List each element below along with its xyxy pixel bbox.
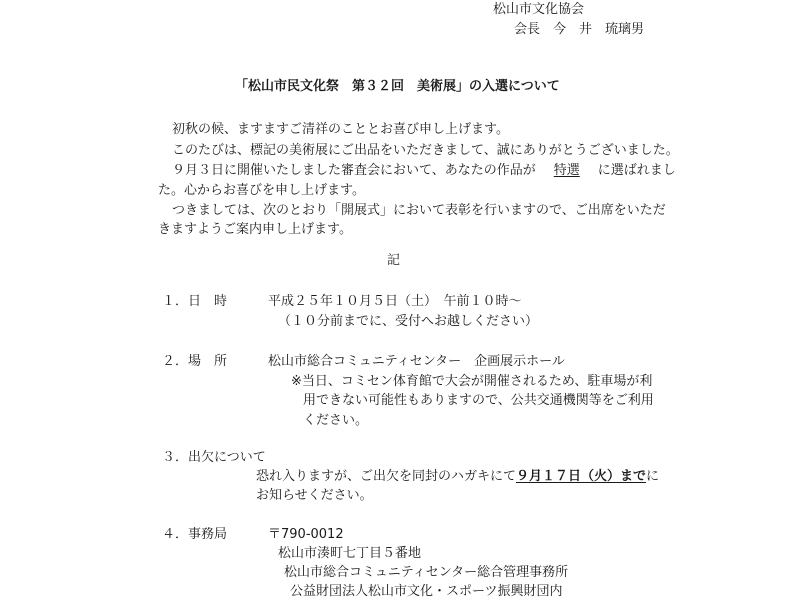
sender-org: 松山市文化協会 <box>493 2 585 17</box>
document-title: 「松山市民文化祭 第３２回 美術展」の入選について <box>235 79 560 94</box>
attendance-line <box>256 469 659 485</box>
attendance-text: に <box>646 469 660 484</box>
award-level: 特選 <box>553 163 580 178</box>
body-line: た。心からお喜びを申し上げます。 <box>158 183 365 198</box>
place-label: ２．場 所 <box>162 354 228 369</box>
place-value: 松山市総合コミュニティセンター 企画展示ホール <box>268 354 565 369</box>
office-org: 公益財団法人松山市文化・スポーツ振興財団内 <box>290 584 563 599</box>
body-line <box>172 163 676 179</box>
place-note: 用できない可能性もありますので、公共交通機関等をご利用 <box>303 393 654 408</box>
place-note: ください。 <box>303 413 369 428</box>
office-address: 松山市湊町七丁目５番地 <box>278 546 422 561</box>
office-postal: 〒790-0012 <box>268 527 344 542</box>
office-org: 松山市総合コミュニティセンター総合管理事務所 <box>284 565 569 580</box>
body-line: 初秋の候、ますますご清祥のこととお喜び申し上げます。 <box>172 122 509 137</box>
body-line: つきましては、次のとおり「開展式」において表彰を行いますので、ご出席をいただ <box>172 203 666 218</box>
date-sub: （１０分前までに、受付へお越しください） <box>278 314 539 329</box>
body-line: きますようご案内申し上げます。 <box>158 222 352 237</box>
place-note: ※当日、コミセン体育館で大会が開催されるため、駐車場が利 <box>291 374 653 389</box>
ki-heading: 記 <box>387 253 401 268</box>
attendance-text: 恐れ入りますが、ご出欠を同封のハガキにて <box>256 469 517 484</box>
date-label: １．日 時 <box>162 294 228 309</box>
attendance-deadline: ９月１７日（火）まで <box>516 469 647 484</box>
body-text: ９月３日に開催いたしました審査会において、あなたの作品が <box>172 163 536 178</box>
date-value: 平成２５年１０月５日（土） 午前１０時～ <box>268 294 522 309</box>
body-line: このたびは、標記の美術展にご出品をいただきまして、誠にありがとうございました。 <box>172 143 679 158</box>
office-label: ４．事務局 <box>162 527 228 542</box>
body-text: に選ばれまし <box>597 163 676 178</box>
attendance-label: ３．出欠について <box>162 450 266 465</box>
attendance-line: お知らせください。 <box>256 488 373 503</box>
sender-president: 会長 今 井 琉璃男 <box>514 22 645 37</box>
